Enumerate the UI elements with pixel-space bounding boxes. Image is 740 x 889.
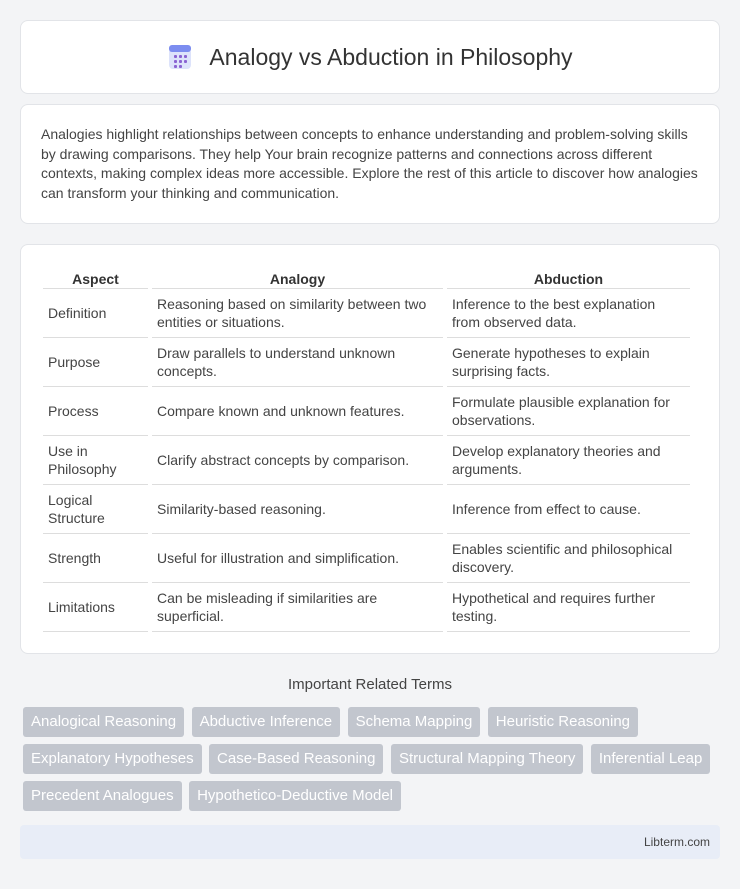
aspect-cell: Logical Structure — [43, 485, 148, 534]
footer — [20, 825, 720, 859]
abduction-cell: Hypothetical and requires further testing. — [447, 583, 690, 632]
related-term-tag[interactable]: Schema Mapping — [348, 707, 481, 737]
related-term-tag[interactable]: Explanatory Hypotheses — [23, 744, 202, 774]
comparison-table — [39, 265, 694, 632]
related-term-tag[interactable]: Precedent Analogues — [23, 781, 182, 811]
aspect-cell: Strength — [43, 534, 148, 583]
header-card — [20, 20, 720, 94]
table-row — [43, 534, 690, 583]
table-row — [43, 436, 690, 485]
table-row — [43, 387, 690, 436]
analogy-cell: Can be misleading if similarities are superficial. — [152, 583, 443, 632]
related-term-tag[interactable]: Case-Based Reasoning — [209, 744, 383, 774]
aspect-cell: Purpose — [43, 338, 148, 387]
related-term-tag[interactable]: Heuristic Reasoning — [488, 707, 638, 737]
column-header: Analogy — [152, 265, 443, 289]
footer-site-link[interactable]: Libterm.com — [643, 835, 710, 849]
analogy-cell: Clarify abstract concepts by comparison. — [152, 436, 443, 485]
abduction-cell: Develop explanatory theories and arguments. — [447, 436, 690, 485]
table-row — [43, 583, 690, 632]
analogy-cell: Draw parallels to understand unknown concepts. — [152, 338, 443, 387]
related-term-tag[interactable]: Abductive Inference — [192, 707, 341, 737]
table-row — [43, 485, 690, 534]
abduction-cell: Inference from effect to cause. — [447, 485, 690, 534]
document-icon — [167, 44, 193, 70]
aspect-cell: Use in Philosophy — [43, 436, 148, 485]
table-row — [43, 338, 690, 387]
related-term-tag[interactable]: Inferential Leap — [591, 744, 710, 774]
page-title: Analogy vs Abduction in Philosophy — [209, 43, 573, 70]
analogy-cell: Reasoning based on similarity between two entities or situations. — [152, 289, 443, 338]
aspect-cell: Limitations — [43, 583, 148, 632]
abduction-cell: Formulate plausible explanation for observations. — [447, 387, 690, 436]
analogy-cell: Similarity-based reasoning. — [152, 485, 443, 534]
table-header-row — [43, 265, 690, 289]
analogy-cell: Useful for illustration and simplification. — [152, 534, 443, 583]
related-term-tag[interactable]: Hypothetico-Deductive Model — [189, 781, 401, 811]
comparison-table-card — [20, 244, 720, 654]
column-header: Aspect — [43, 265, 148, 289]
intro-text: Analogies highlight relationships between concepts to enhance understanding and problem-solving skills by drawing comparisons. They help Your brain recognize patterns and connections across different contexts, making complex ideas more accessible. Explore the rest of this article to discover how analogies can transform your thinking and communication. — [41, 126, 698, 201]
intro-card — [20, 104, 720, 224]
aspect-cell: Process — [43, 387, 148, 436]
related-terms-list — [23, 707, 723, 818]
abduction-cell: Generate hypotheses to explain surprising facts. — [447, 338, 690, 387]
related-terms-title: Important Related Terms — [288, 676, 452, 693]
table-row — [43, 289, 690, 338]
column-header: Abduction — [447, 265, 690, 289]
related-term-tag[interactable]: Analogical Reasoning — [23, 707, 184, 737]
abduction-cell: Inference to the best explanation from observed data. — [447, 289, 690, 338]
analogy-cell: Compare known and unknown features. — [152, 387, 443, 436]
aspect-cell: Definition — [43, 289, 148, 338]
related-term-tag[interactable]: Structural Mapping Theory — [391, 744, 583, 774]
abduction-cell: Enables scientific and philosophical discovery. — [447, 534, 690, 583]
